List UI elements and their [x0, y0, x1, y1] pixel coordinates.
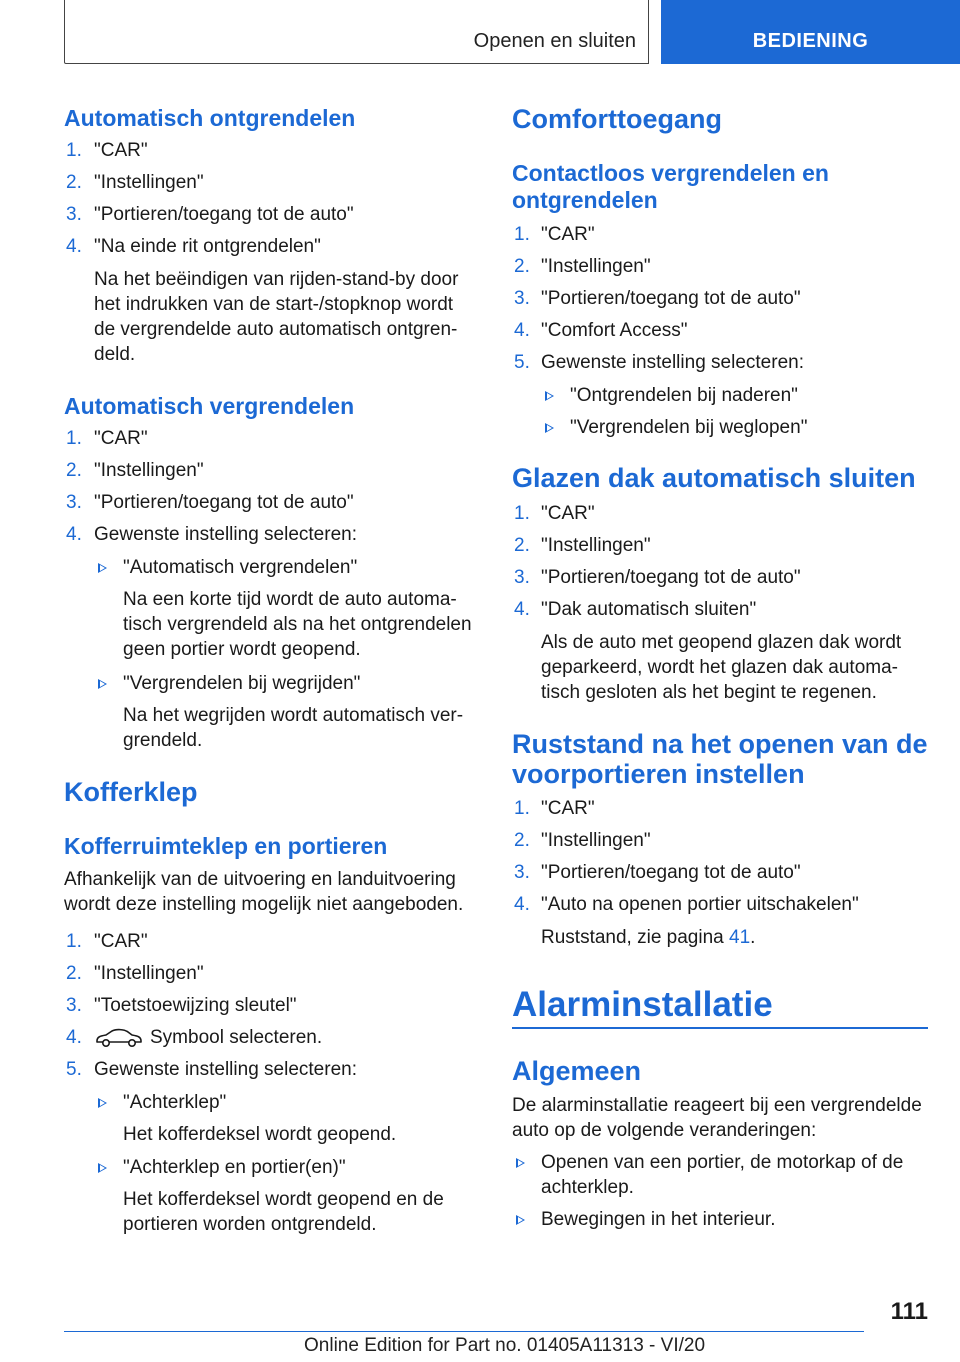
- step-number: 2.: [66, 963, 82, 984]
- step-number: 1.: [66, 931, 82, 952]
- bullet-triangle-icon: [98, 1098, 107, 1108]
- step-text: "Na einde rit ontgrendelen": [94, 236, 321, 257]
- step-text: "Portieren/toegang tot de auto": [94, 204, 354, 225]
- step-number: 2.: [514, 535, 530, 556]
- page-number: 111: [890, 1298, 928, 1325]
- step-text: "CAR": [541, 798, 595, 819]
- subheading-comfort: Contactloos vergrendelen en: [512, 160, 829, 186]
- step-text: "Portieren/toegang tot de auto": [541, 567, 801, 588]
- page-link[interactable]: 41: [729, 927, 751, 948]
- intro-line: auto op de volgende veranderingen:: [512, 1120, 817, 1141]
- bullet-triangle-icon: [98, 679, 107, 689]
- option-desc: portieren worden ontgrendeld.: [123, 1214, 377, 1235]
- option-desc: tisch vergrendeld als na het ontgrendelen: [123, 614, 472, 635]
- note-line: het indrukken van de start-/stopknop wordt: [94, 294, 454, 315]
- note-line: Na het beëindigen van rijden-stand-by door: [94, 269, 459, 290]
- option-label: "Achterklep": [123, 1092, 227, 1113]
- step-number: 3.: [514, 288, 530, 309]
- bullet-text: achterklep.: [541, 1177, 634, 1198]
- step-text: "CAR": [94, 140, 148, 161]
- step-number: 1.: [514, 224, 530, 245]
- bullet-text: Bewegingen in het interieur.: [541, 1209, 776, 1230]
- step-text: "Instellingen": [541, 256, 651, 277]
- step-number: 4.: [514, 320, 530, 341]
- step-number: 1.: [66, 140, 82, 161]
- step-text: "Toetstoewijzing sleutel": [94, 995, 297, 1016]
- note-line: geparkeerd, wordt het glazen dak automa-: [541, 657, 898, 678]
- heading-rule: [512, 1027, 928, 1029]
- step-number: 1.: [514, 798, 530, 819]
- heading-rest-mode: voorportieren instellen: [512, 759, 805, 789]
- step-text: Symbool selecteren.: [150, 1027, 323, 1048]
- option-desc: Na het wegrijden wordt automatisch ver-: [123, 705, 464, 726]
- heading-rest-mode: Ruststand na het openen van de: [512, 729, 928, 759]
- step-text: "CAR": [94, 931, 148, 952]
- step-number: 4.: [514, 599, 530, 620]
- note-line: deld.: [94, 344, 136, 365]
- step-number: 4.: [66, 236, 82, 257]
- option-desc: Na een korte tijd wordt de auto automa-: [123, 589, 457, 610]
- step-text: "Comfort Access": [541, 320, 688, 341]
- step-number: 2.: [514, 830, 530, 851]
- option-desc: Het kofferdeksel wordt geopend.: [123, 1124, 397, 1145]
- step-number: 3.: [514, 862, 530, 883]
- subheading-alarm: Algemeen: [512, 1056, 642, 1086]
- intro-line: De alarminstallatie reageert bij een vergrendelde: [512, 1095, 922, 1116]
- bullet-text: Openen van een portier, de motorkap of de: [541, 1152, 904, 1173]
- heading-auto-lock: Automatisch vergrendelen: [64, 393, 355, 419]
- option-desc: Het kofferdeksel wordt geopend en de: [123, 1189, 444, 1210]
- step-text: Gewenste instelling selecteren:: [94, 1059, 357, 1080]
- bullet-triangle-icon: [545, 391, 554, 401]
- step-number: 2.: [66, 172, 82, 193]
- heading-auto-unlock: Automatisch ontgrendelen: [64, 105, 356, 131]
- step-number: 3.: [66, 204, 82, 225]
- subheading-trunk: Kofferruimteklep en portieren: [64, 833, 388, 859]
- heading-sunroof: Glazen dak automatisch sluiten: [512, 463, 916, 493]
- note-line: tisch gesloten als het begint te regenen.: [541, 682, 877, 703]
- option-label: "Vergrendelen bij wegrijden": [123, 673, 361, 694]
- step-text: "CAR": [541, 503, 595, 524]
- step-text: Gewenste instelling selecteren:: [94, 524, 357, 545]
- heading-comfort: Comforttoegang: [512, 104, 722, 134]
- step-text: "Instellingen": [94, 460, 204, 481]
- heading-trunk: Kofferklep: [64, 777, 198, 807]
- header-tab-label: BEDIENING: [752, 30, 869, 52]
- intro-line: wordt deze instelling mogelijk niet aangeboden.: [64, 894, 464, 915]
- step-number: 5.: [66, 1059, 82, 1080]
- step-number: 3.: [514, 567, 530, 588]
- note-line: [541, 925, 755, 950]
- step-text: "Instellingen": [94, 172, 204, 193]
- option-label: "Achterklep en portier(en)": [123, 1157, 346, 1178]
- step-text: "Dak automatisch sluiten": [541, 599, 757, 620]
- option-desc: geen portier wordt geopend.: [123, 639, 361, 660]
- step-number: 4.: [66, 524, 82, 545]
- bullet-triangle-icon: [98, 1163, 107, 1173]
- step-number: 1.: [66, 428, 82, 449]
- note-line: Als de auto met geopend glazen dak wordt: [541, 632, 902, 653]
- step-text: "CAR": [541, 224, 595, 245]
- step-text: Gewenste instelling selecteren:: [541, 352, 804, 373]
- car-symbol-icon: [94, 1026, 144, 1050]
- step-text: "Instellingen": [541, 830, 651, 851]
- step-number: 2.: [514, 256, 530, 277]
- option-label: "Automatisch vergrendelen": [123, 557, 358, 578]
- heading-alarm: Alarminstallatie: [512, 985, 773, 1024]
- step-number: 5.: [514, 352, 530, 373]
- header-tab[interactable]: [661, 0, 960, 64]
- bullet-triangle-icon: [516, 1158, 525, 1168]
- bullet-triangle-icon: [545, 423, 554, 433]
- step-number: 3.: [66, 995, 82, 1016]
- option-desc: grendeld.: [123, 730, 203, 751]
- note-text: .: [750, 927, 756, 948]
- header-section-title: Openen en sluiten: [473, 30, 636, 52]
- step-number: 4.: [514, 894, 530, 915]
- note-text: Ruststand, zie pagina: [541, 927, 724, 948]
- step-number: 2.: [66, 460, 82, 481]
- step-number: 4.: [66, 1027, 82, 1048]
- step-text: "Auto na openen portier uitschakelen": [541, 894, 859, 915]
- step-text: "CAR": [94, 428, 148, 449]
- bullet-triangle-icon: [516, 1215, 525, 1225]
- footer-edition: Online Edition for Part no. 01405A11313 - VI/20: [304, 1335, 706, 1356]
- step-text: "Portieren/toegang tot de auto": [541, 862, 801, 883]
- subheading-comfort: ontgrendelen: [512, 187, 658, 213]
- step-text: "Portieren/toegang tot de auto": [94, 492, 354, 513]
- bullet-triangle-icon: [98, 563, 107, 573]
- step-text: "Instellingen": [94, 963, 204, 984]
- option-label: "Ontgrendelen bij naderen": [570, 385, 798, 406]
- note-line: de vergrendelde auto automatisch ontgren-: [94, 319, 458, 340]
- step-number: 3.: [66, 492, 82, 513]
- step-text: "Portieren/toegang tot de auto": [541, 288, 801, 309]
- option-label: "Vergrendelen bij weglopen": [570, 417, 808, 438]
- footer-rule: [64, 1331, 864, 1332]
- step-text: "Instellingen": [541, 535, 651, 556]
- step-number: 1.: [514, 503, 530, 524]
- intro-line: Afhankelijk van de uitvoering en landuitvoering: [64, 869, 456, 890]
